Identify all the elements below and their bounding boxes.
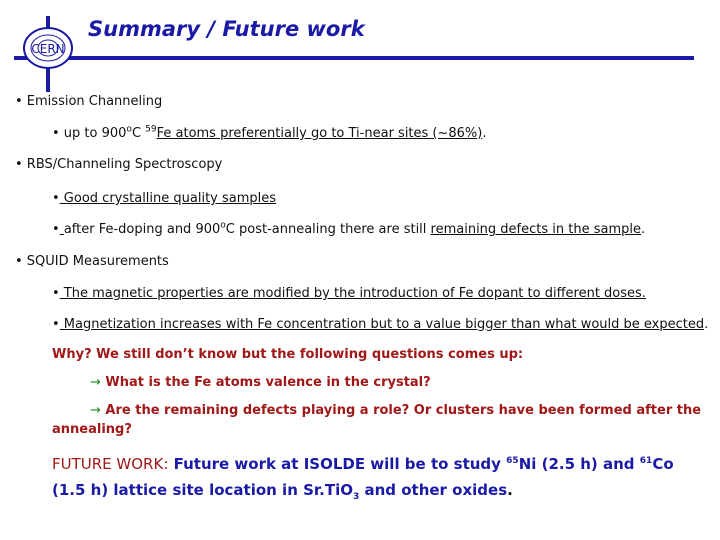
- why-line: Why? We still don’t know but the following questions comes up:: [52, 347, 524, 362]
- squid-bullet-2: • Magnetization increases with Fe concentration but to a value bigger than what would be expected.: [52, 317, 709, 332]
- future-work-line-2: (1.5 h) lattice site location in Sr.TiO$_3$ and other oxides.: [52, 481, 513, 502]
- cern-logo-icon: [22, 26, 74, 70]
- question-2: → Are the remaining defects playing a role? Or clusters have been formed after the: [90, 403, 702, 418]
- logo-text: CERN: [31, 42, 65, 56]
- why-label: Why?: [52, 347, 92, 362]
- rbs-bullet-1: • Good crystalline quality samples: [52, 191, 277, 206]
- arrow-right-icon: →: [90, 375, 101, 390]
- section-rbs-channeling: • RBS/Channeling Spectroscopy: [15, 157, 223, 172]
- title-rule: [90, 56, 694, 60]
- section-emission-channeling: • Emission Channeling: [15, 94, 163, 109]
- squid-bullet-1: • The magnetic properties are modified by the introduction of Fe dopant to different doses.: [52, 286, 646, 301]
- arrow-right-icon: →: [90, 403, 101, 418]
- question-1: → What is the Fe atoms valence in the crystal?: [90, 375, 431, 390]
- section-squid: • SQUID Measurements: [15, 254, 169, 269]
- future-work-label: FUTURE WORK:: [52, 455, 169, 473]
- future-work-line-1: FUTURE WORK: Future work at ISOLDE will be to study $^{65}$Ni (2.5 h) and $^{61}$Co: [52, 455, 674, 473]
- question-2-continuation: annealing?: [52, 422, 132, 437]
- page-title: Summary / Future work: [88, 17, 365, 41]
- rbs-bullet-2: • after Fe-doping and 900$^o$C post-annealing there are still remaining defects in the sample.: [52, 220, 646, 237]
- emission-bullet-1: • up to 900$^o$C $^{59}$Fe atoms preferentially go to Ti-near sites (~86%).: [52, 124, 487, 141]
